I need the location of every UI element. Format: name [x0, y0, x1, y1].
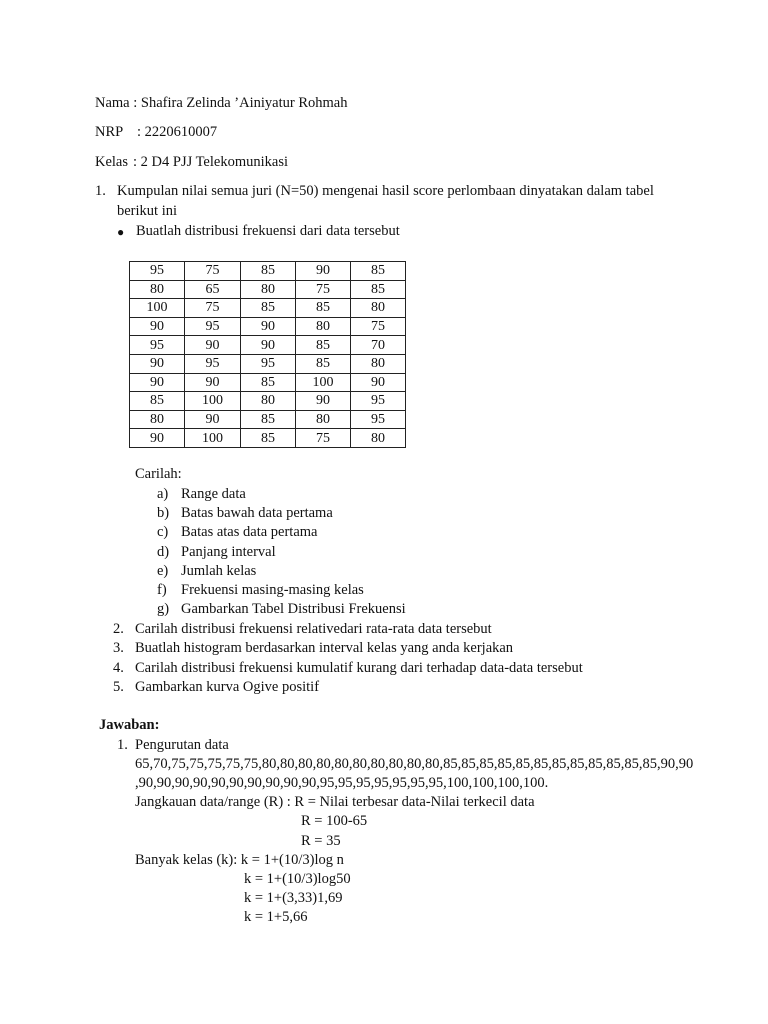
question-text: Gambarkan kurva Ogive positif	[135, 679, 320, 695]
kelas-label: Kelas	[95, 154, 129, 170]
table-cell: 80	[130, 280, 185, 299]
table-cell: 85	[241, 299, 296, 318]
q1-text-line1: Kumpulan nilai semua juri (N=50) mengenai hasil score perlombaan dinyatakan dalam tabel	[117, 183, 654, 199]
table-cell: 85	[296, 336, 351, 355]
table-cell: 70	[351, 336, 406, 355]
table-cell: 80	[351, 299, 406, 318]
table-cell: 85	[241, 262, 296, 281]
range-formula: Jangkauan data/range (R) : R = Nilai terbesar data-Nilai terkecil data	[135, 794, 535, 810]
table-row	[130, 373, 406, 392]
question-number: 5.	[113, 679, 124, 695]
kelas-calc-2: k = 1+(3,33)1,69	[244, 890, 343, 906]
table-cell: 90	[296, 262, 351, 281]
table-cell: 85	[241, 429, 296, 448]
student-name: Nama : Shafira Zelinda ’Ainiyatur Rohmah	[95, 95, 348, 111]
table-cell: 90	[241, 336, 296, 355]
table-cell: 75	[185, 299, 241, 318]
table-cell: 90	[241, 317, 296, 336]
pengurutan-label: Pengurutan data	[135, 737, 229, 753]
table-cell: 80	[241, 280, 296, 299]
kelas-value: : 2 D4 PJJ Telekomunikasi	[133, 154, 288, 170]
jawaban-number: 1.	[117, 737, 128, 753]
carilah-item-text: Gambarkan Tabel Distribusi Frekuensi	[181, 601, 406, 617]
carilah-item-text: Frekuensi masing-masing kelas	[181, 582, 364, 598]
table-cell: 90	[130, 373, 185, 392]
q1-number: 1.	[95, 183, 106, 199]
carilah-item-letter: d)	[157, 544, 170, 560]
table-cell: 95	[130, 336, 185, 355]
carilah-item-text: Batas atas data pertama	[181, 524, 318, 540]
table-cell: 80	[296, 317, 351, 336]
question-text: Carilah distribusi frekuensi kumulatif kurang dari terhadap data-data tersebut	[135, 660, 583, 676]
table-cell: 85	[351, 262, 406, 281]
table-cell: 85	[130, 392, 185, 411]
table-cell: 100	[185, 429, 241, 448]
table-cell: 90	[130, 429, 185, 448]
question-number: 3.	[113, 640, 124, 656]
question-text: Buatlah histogram berdasarkan interval kelas yang anda kerjakan	[135, 640, 514, 656]
table-cell: 100	[296, 373, 351, 392]
table-row	[130, 280, 406, 299]
table-row	[130, 410, 406, 429]
table-cell: 85	[241, 410, 296, 429]
table-row	[130, 262, 406, 281]
table-cell: 80	[351, 354, 406, 373]
table-cell: 90	[185, 373, 241, 392]
table-cell: 95	[185, 317, 241, 336]
table-cell: 75	[296, 429, 351, 448]
table-cell: 85	[241, 373, 296, 392]
range-calc-2: R = 35	[301, 833, 341, 849]
question-number: 2.	[113, 621, 124, 637]
table-cell: 75	[296, 280, 351, 299]
table-cell: 95	[185, 354, 241, 373]
bullet-icon: ●	[117, 225, 125, 239]
carilah-item-text: Range data	[181, 486, 246, 502]
carilah-item-text: Jumlah kelas	[181, 563, 257, 579]
table-cell: 85	[351, 280, 406, 299]
table-cell: 80	[351, 429, 406, 448]
table-cell: 90	[130, 317, 185, 336]
carilah-item-letter: c)	[157, 524, 169, 540]
table-cell: 100	[130, 299, 185, 318]
table-cell: 95	[351, 410, 406, 429]
carilah-item-letter: f)	[157, 582, 167, 598]
table-cell: 100	[185, 392, 241, 411]
kelas-calc-3: k = 1+5,66	[244, 909, 308, 925]
table-row	[130, 392, 406, 411]
table-cell: 85	[296, 354, 351, 373]
score-table-body	[130, 262, 406, 448]
table-cell: 90	[296, 392, 351, 411]
table-cell: 75	[351, 317, 406, 336]
q1-text-line2: berikut ini	[117, 203, 178, 219]
kelas-formula: Banyak kelas (k): k = 1+(10/3)log n	[135, 852, 344, 868]
kelas-calc-1: k = 1+(10/3)log50	[244, 871, 351, 887]
range-calc-1: R = 100-65	[301, 813, 368, 829]
table-cell: 65	[185, 280, 241, 299]
table-cell: 90	[185, 410, 241, 429]
carilah-item-letter: a)	[157, 486, 169, 502]
table-row	[130, 336, 406, 355]
sorted-data-line2: ,90,90,90,90,90,90,90,90,90,90,95,95,95,95,95,95,95,100,100,100,100.	[135, 775, 549, 791]
carilah-item-letter: b)	[157, 505, 170, 521]
jawaban-title: Jawaban:	[99, 717, 160, 733]
question-text: Carilah distribusi frekuensi relativedari rata-rata data tersebut	[135, 621, 492, 637]
table-row	[130, 317, 406, 336]
table-cell: 90	[185, 336, 241, 355]
score-table	[129, 261, 406, 448]
table-row	[130, 354, 406, 373]
carilah-item-letter: g)	[157, 601, 170, 617]
q1-bullet-text: Buatlah distribusi frekuensi dari data tersebut	[136, 223, 400, 239]
table-cell: 80	[130, 410, 185, 429]
table-cell: 90	[351, 373, 406, 392]
table-row	[130, 299, 406, 318]
carilah-item-letter: e)	[157, 563, 169, 579]
table-cell: 80	[296, 410, 351, 429]
table-row	[130, 429, 406, 448]
table-cell: 90	[130, 354, 185, 373]
table-cell: 95	[351, 392, 406, 411]
carilah-item-text: Panjang interval	[181, 544, 276, 560]
question-number: 4.	[113, 660, 124, 676]
table-cell: 85	[296, 299, 351, 318]
table-cell: 95	[130, 262, 185, 281]
carilah-item-text: Batas bawah data pertama	[181, 505, 333, 521]
carilah-title: Carilah:	[135, 466, 182, 482]
table-cell: 75	[185, 262, 241, 281]
nrp-value: : 2220610007	[137, 124, 218, 140]
nrp-label: NRP	[95, 124, 124, 140]
table-cell: 80	[241, 392, 296, 411]
sorted-data-line1: 65,70,75,75,75,75,75,80,80,80,80,80,80,80,80,80,80,85,85,85,85,85,85,85,85,85,85,85,85,90,90	[135, 756, 694, 772]
table-cell: 95	[241, 354, 296, 373]
